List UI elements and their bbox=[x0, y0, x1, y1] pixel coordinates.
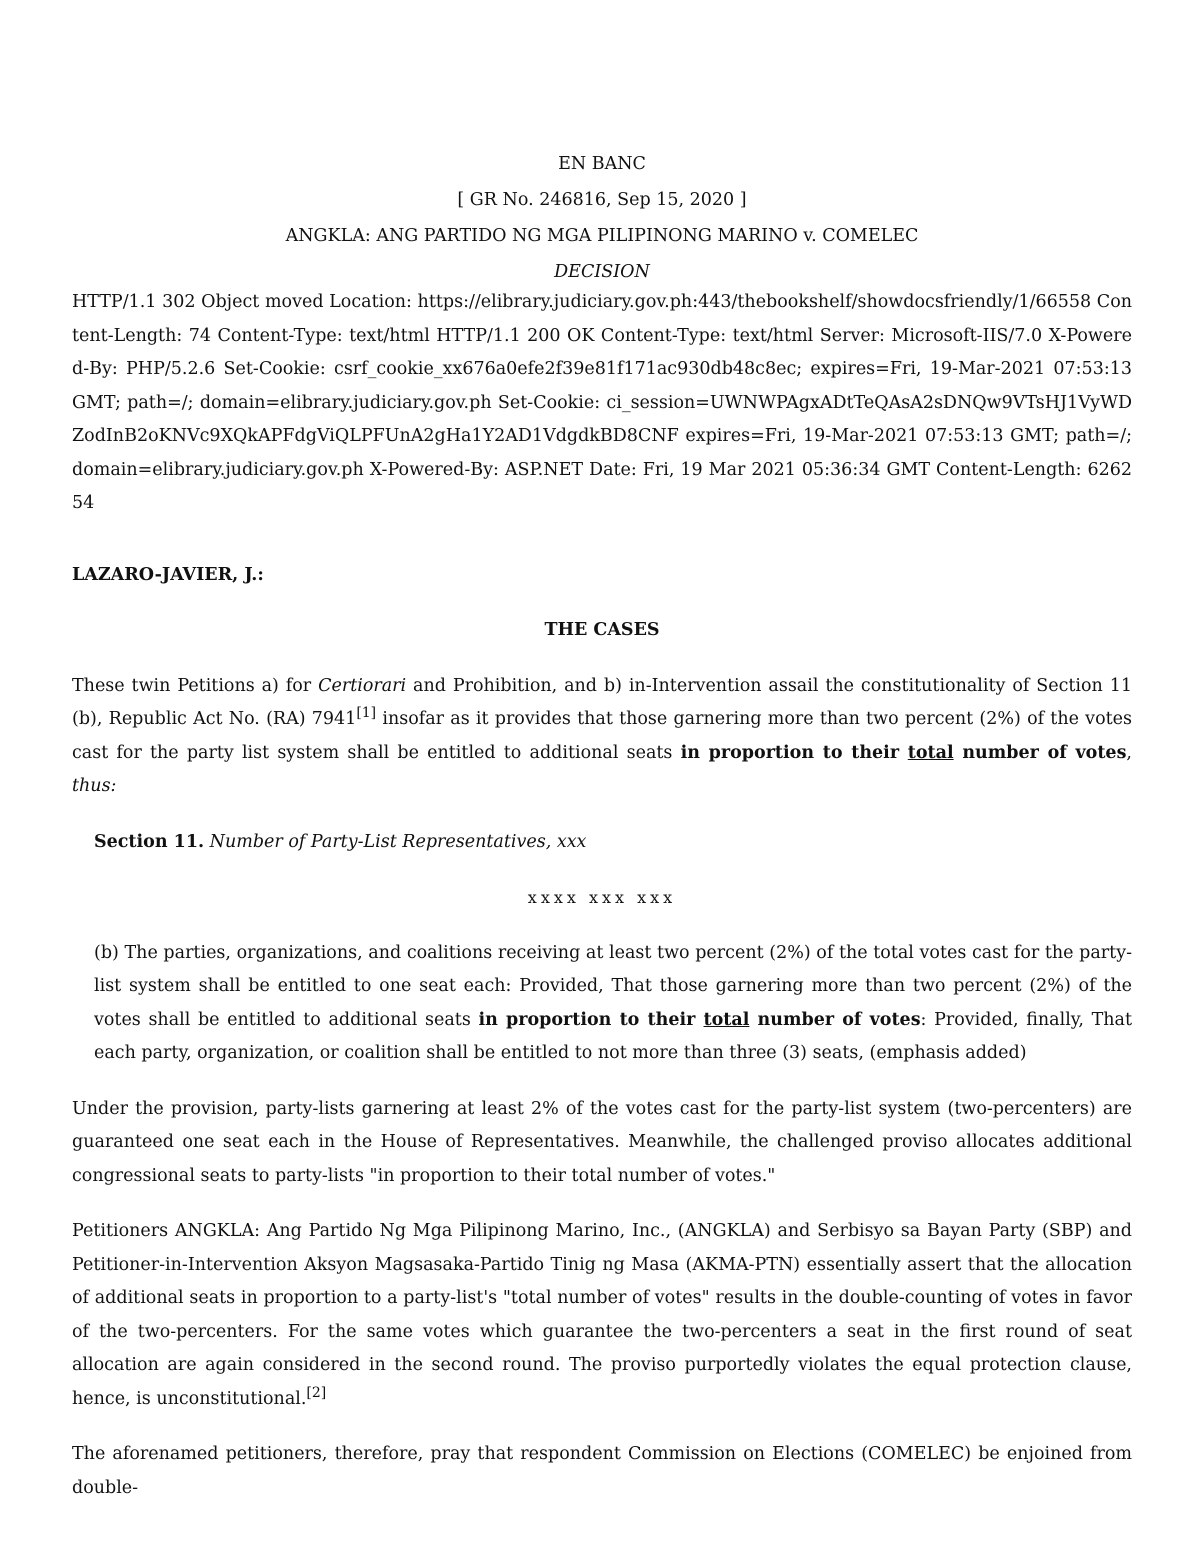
text-run: Petitioners ANGKLA: Ang Partido Ng Mga Pilipinong Marino, Inc., (ANGKLA) and Serbisyo sa Bayan Party (SBP) and Petitioner-in-Intervention Aksyon Magsasaka-Partido Tinig ng Masa (AKMA-PTN) essentially assert that the allocation of additional seats in proportion to a party-list's "total number of votes" results in the double-counting of votes in favor of the two-percenters. For the same votes which guarantee the two-percenters a seat in the first round of seat allocation are again considered in the second round. The proviso purportedly violates the equal protection clause, hence, is unconstitutional. bbox=[72, 1221, 1132, 1409]
emphasis-text: in proportion to their bbox=[680, 742, 908, 763]
http-header-dump: HTTP/1.1 302 Object moved Location: https://elibrary.judiciary.gov.ph:443/thebookshelf/showdocsfriendly/1/66558 Content-Length: 74 Content-Type: text/html HTTP/1.1 200 OK Content-Type: text/html Server: Microsoft-IIS/7.0 X-Powered-By: PHP/5.2.6 Set-Cookie: csrf_cookie_xx676a0efe2f39e81f171ac930db48c8ec; expires=Fri, 19-Mar-2021 07:53:13 GMT; path=/; domain=elibrary.judiciary.gov.ph Set-Cookie: ci_session=UWNWPAgxADtTeQAsA2sDNQw9VTsHJ1VyWDZodInB2oKNVc9XQkAPFdgViQLPFUnA2gHa1Y2AD1VdgdkBD8CNF expires=Fri, 19-Mar-2021 07:53:13 GMT; path=/; domain=elibrary.judiciary.gov.ph X-Powered-By: ASP.NET Date: Fri, 19 Mar 2021 05:36:34 GMT Content-Length: 626254 bbox=[72, 292, 1132, 513]
text-run: , bbox=[1126, 742, 1132, 763]
text-run: (b) The parties, organizations, and coalitions receiving at least two percent (2%) of the total votes cast for the party-list system shall be entitled to one seat each: Provided, That those garnering more than two percent (2%) of the votes shall be entitled to additional seats bbox=[94, 942, 1132, 1030]
emphasis-text: number of votes bbox=[953, 742, 1127, 763]
emphasis-underlined: total bbox=[703, 1009, 750, 1030]
paragraph-prayer: The aforenamed petitioners, therefore, pray that respondent Commission on Elections (COMELEC) be enjoined from double- bbox=[72, 1444, 1132, 1498]
emphasis-text: in proportion to their bbox=[478, 1009, 704, 1030]
text-run: and Prohibition, and b) in-Intervention assail the constitutionality of Section 11 (b), Republic Act No. (RA) 7941 bbox=[72, 675, 1132, 729]
paragraph-intro bbox=[72, 670, 1132, 804]
text-run: : Provided, finally, That each party, organization, or coalition shall be entitled to not more than three (3) seats, (emphasis added) bbox=[94, 1009, 1132, 1063]
quoted-section-heading bbox=[94, 826, 1132, 860]
emphasis-text: number of votes bbox=[749, 1009, 921, 1030]
document-type: DECISION bbox=[554, 262, 650, 282]
footnote-ref-2[interactable]: [2] bbox=[306, 1384, 327, 1401]
emphasis-underlined: total bbox=[907, 742, 954, 763]
text-run: insofar as it provides that those garnering more than two percent (2%) of the votes cast for the party list system shall be entitled to additional seats bbox=[72, 709, 1132, 763]
omission-separator: xxxx xxx xxx bbox=[527, 888, 677, 907]
ponente: LAZARO-JAVIER, J.: bbox=[72, 564, 264, 585]
decision-page bbox=[72, 150, 1132, 1505]
case-reference: [ GR No. 246816, Sep 15, 2020 ] bbox=[457, 190, 747, 210]
text-run: These twin Petitions a) for bbox=[72, 675, 319, 696]
division-heading: EN BANC bbox=[558, 154, 646, 174]
quoted-provision bbox=[94, 937, 1132, 1071]
italic-term: thus: bbox=[72, 776, 117, 796]
footnote-ref-1[interactable]: [1] bbox=[356, 705, 377, 722]
section-heading: THE CASES bbox=[544, 620, 660, 640]
section-label: Section 11. bbox=[94, 831, 205, 852]
paragraph-provision-summary: Under the provision, party-lists garnering at least 2% of the votes cast for the party-list system (two-percenters) are guaranteed one seat each in the House of Representatives. Meanwhile, the challenged proviso allocates additional congressional seats to party-lists "in proportion to their total number of votes." bbox=[72, 1098, 1132, 1186]
italic-term: Certiorari bbox=[318, 675, 407, 696]
paragraph-petitioners bbox=[72, 1215, 1132, 1416]
case-title: ANGKLA: ANG PARTIDO NG MGA PILIPINONG MARINO v. COMELEC bbox=[285, 226, 919, 246]
section-title: Number of Party-List Representatives, xxx bbox=[204, 831, 587, 852]
